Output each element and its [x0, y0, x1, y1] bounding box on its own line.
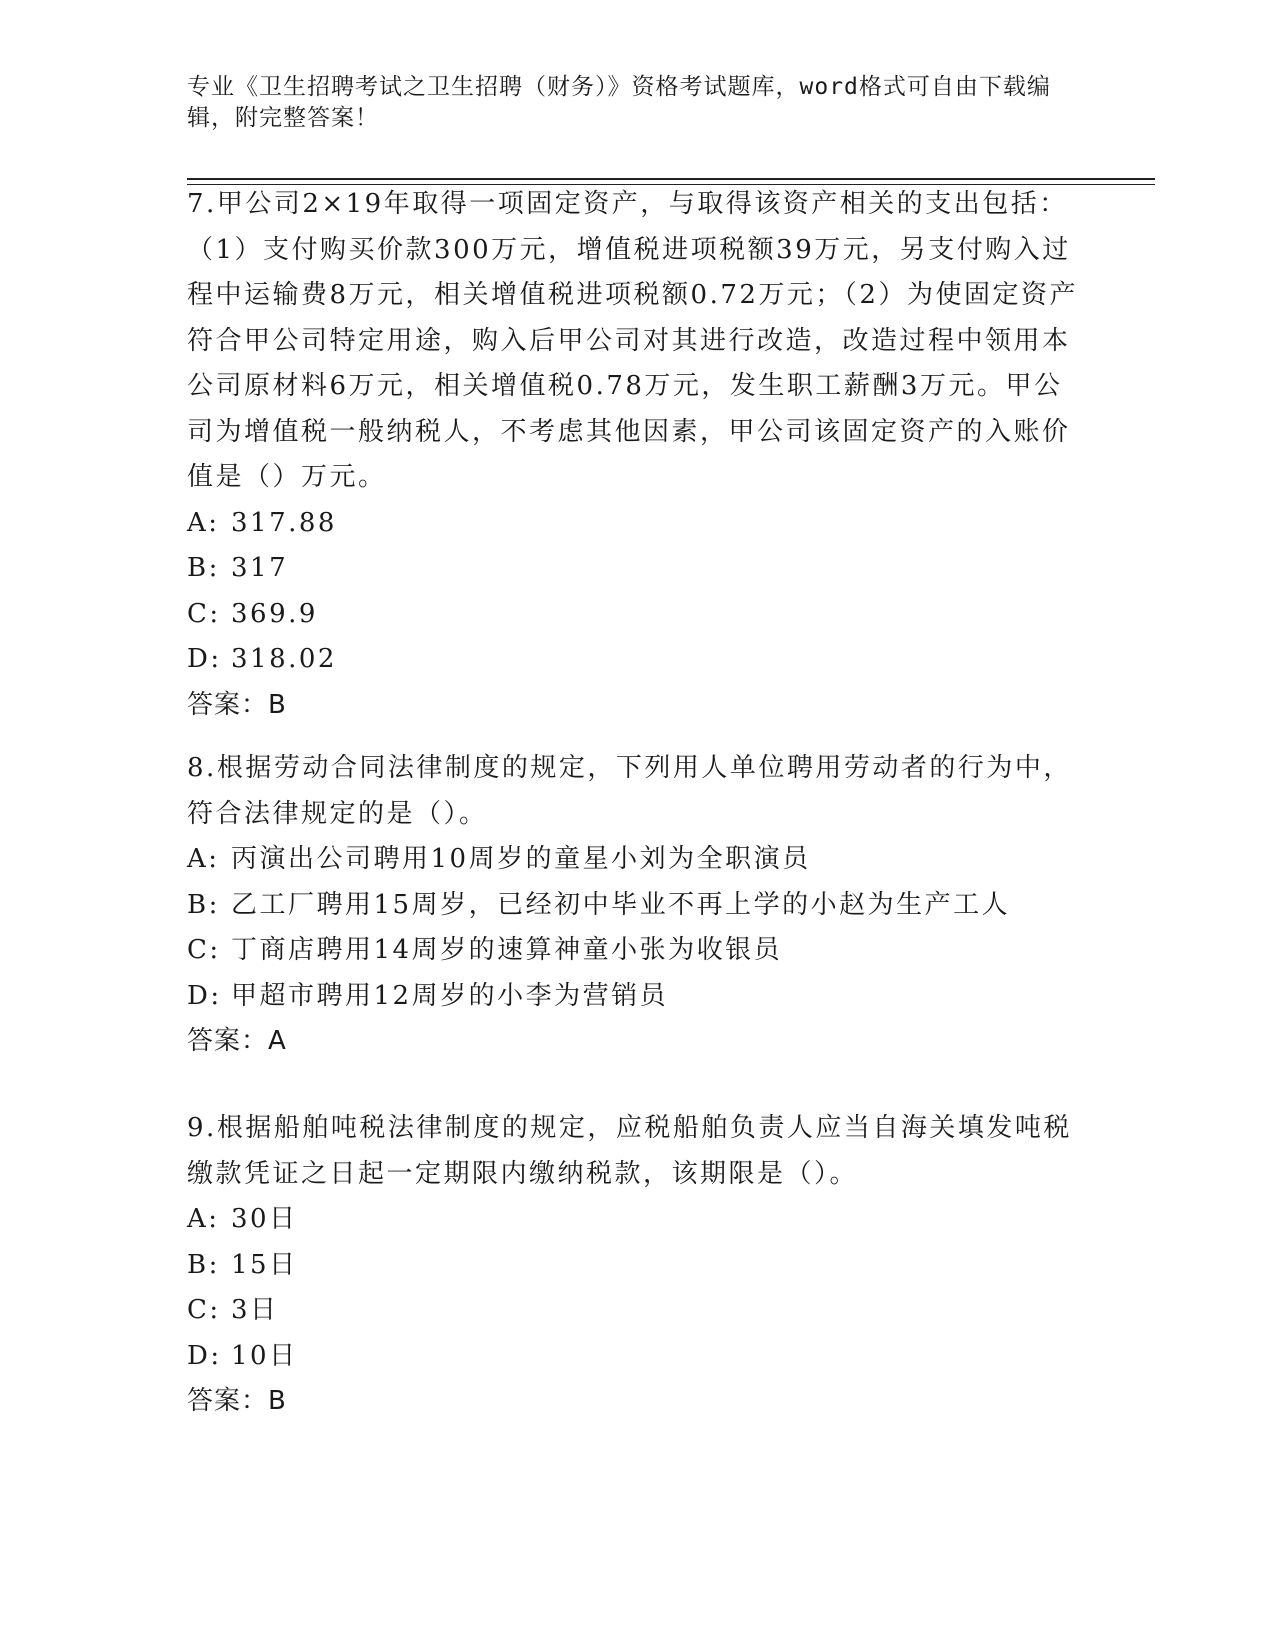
option-b — [187, 883, 1087, 929]
question-number: 7. — [187, 189, 217, 219]
option-a — [187, 1197, 1087, 1243]
option-text: 369.9 — [231, 598, 318, 629]
question-text: 甲公司2×19年取得一项固定资产，与取得该资产相关的支出包括：（1）支付购买价款300万元，增值税进项税额39万元，另支付购入过程中运输费8万元，相关增值税进项税额0.72万元；（2）为使固定资产符合甲公司特定用途，购入后甲公司对其进行改造，改造过程中领用本公司原材料6万元，相关增值税0.78万元，发生职工薪酬3万元。甲公司为增值税一般纳税人，不考虑其他因素，甲公司该固定资产的入账价值是（）万元。 — [187, 189, 1078, 492]
option-c — [187, 592, 1087, 638]
question-stem — [187, 746, 1087, 837]
option-text: 丙演出公司聘用10周岁的童星小刘为全职演员 — [231, 844, 811, 874]
option-c — [187, 928, 1087, 974]
option-letter: D: — [187, 644, 222, 674]
option-text: 15日 — [231, 1249, 298, 1280]
option-letter: B: — [187, 553, 220, 583]
option-letter: A: — [187, 844, 220, 874]
option-b — [187, 546, 1087, 592]
question-8 — [187, 746, 1087, 1065]
question-number: 9. — [187, 1113, 217, 1143]
option-letter: D: — [187, 980, 222, 1011]
question-9 — [187, 1106, 1087, 1425]
question-text: 根据劳动合同法律制度的规定，下列用人单位聘用劳动者的行为中，符合法律规定的是（）。 — [187, 753, 1072, 829]
option-text: 丁商店聘用14周岁的速算神童小张为收银员 — [231, 935, 783, 965]
option-d — [187, 974, 1087, 1020]
option-letter: C: — [187, 598, 221, 629]
option-a — [187, 837, 1087, 883]
option-letter: C: — [187, 935, 221, 965]
option-letter: C: — [187, 1295, 221, 1325]
option-b — [187, 1243, 1087, 1289]
option-d — [187, 1334, 1087, 1380]
option-letter: B: — [187, 889, 220, 920]
option-text: 30日 — [231, 1204, 298, 1234]
option-text: 乙工厂聘用15周岁，已经初中毕业不再上学的小赵为生产工人 — [231, 889, 1011, 920]
option-text: 317.88 — [231, 507, 337, 538]
option-text: 3日 — [231, 1295, 279, 1325]
question-7 — [187, 182, 1087, 728]
option-c — [187, 1288, 1087, 1334]
question-stem — [187, 182, 1087, 501]
option-d — [187, 637, 1087, 683]
document-header: 专业《卫生招聘考试之卫生招聘（财务）》资格考试题库，word格式可自由下载编辑，附完整答案！ — [187, 74, 1051, 131]
option-text: 318.02 — [231, 644, 337, 674]
answer-line: 答案：B — [187, 689, 287, 720]
option-letter: A: — [187, 1204, 220, 1234]
option-text: 317 — [231, 553, 289, 583]
answer-line: 答案：B — [187, 1386, 287, 1416]
question-text: 根据船舶吨税法律制度的规定，应税船舶负责人应当自海关填发吨税缴款凭证之日起一定期限内缴纳税款，该期限是（）。 — [187, 1113, 1072, 1189]
option-letter: A: — [187, 507, 220, 538]
option-text: 甲超市聘用12周岁的小李为营销员 — [231, 980, 669, 1011]
answer-line: 答案：A — [187, 1026, 287, 1056]
option-letter: D: — [187, 1340, 222, 1371]
option-text: 10日 — [231, 1340, 298, 1371]
question-number: 8. — [187, 753, 217, 783]
option-a — [187, 501, 1087, 547]
question-stem — [187, 1106, 1087, 1197]
header-divider-thick — [187, 178, 1155, 180]
option-letter: B: — [187, 1249, 220, 1280]
